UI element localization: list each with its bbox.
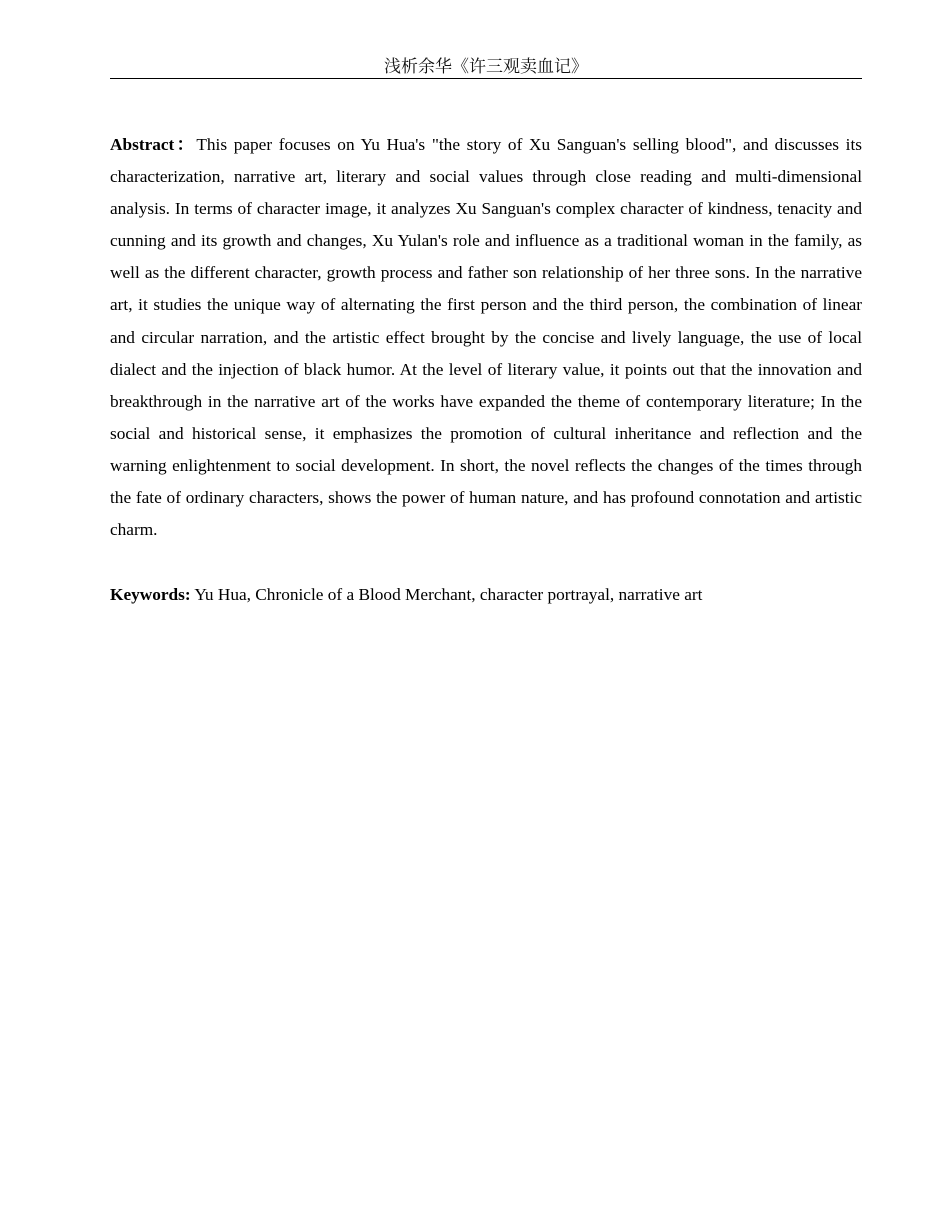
keywords-text: Yu Hua, Chronicle of a Blood Merchant, character portrayal, narrative art (194, 585, 703, 604)
header-title: 浅析余华《许三观卖血记》 (384, 57, 588, 76)
abstract-paragraph (110, 129, 862, 546)
abstract-label: Abstract： (110, 135, 197, 154)
page-header (110, 56, 862, 79)
keywords-paragraph (110, 579, 862, 611)
keywords-label: Keywords: (110, 585, 191, 604)
abstract-text: This paper focuses on Yu Hua's "the story of Xu Sanguan's selling blood", and discusses its characterization, narrative art, literary and social values through close reading and multi-dimensional analysis. In terms of character image, it analyzes Xu Sanguan's complex character of kindness, tenacity and cunning and its growth and changes, Xu Yulan's role and influence as a traditional woman in the family, as well as the different character, growth process and father son relationship of her three sons. In the narrative art, it studies the unique way of alternating the first person and the third person, the combination of linear and circular narration, and the artistic effect brought by the concise and lively language, the use of local dialect and the injection of black humor. At the level of literary value, it points out that the innovation and breakthrough in the narrative art of the works have expanded the theme of contemporary literature; In the social and historical sense, it emphasizes the promotion of cultural inheritance and reflection and the warning enlightenment to social development. In short, the novel reflects the changes of the times through the fate of ordinary characters, shows the power of human nature, and has profound connotation and artistic charm. (110, 135, 862, 540)
